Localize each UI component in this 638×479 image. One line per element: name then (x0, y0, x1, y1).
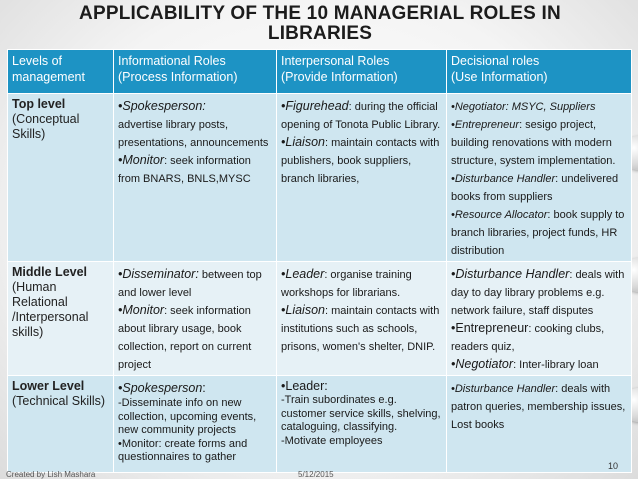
header-decisional (447, 50, 632, 94)
level-name: Lower Level (12, 379, 85, 393)
role-item (118, 301, 272, 373)
role-desc: : deals with day to day library problems e.g. network failure, staff disputes (451, 269, 625, 317)
slide-title-line-1: APPLICABILITY OF THE 10 MANAGERIAL ROLES IN (79, 3, 561, 24)
role-item (281, 265, 442, 301)
role-item (451, 169, 627, 205)
role-desc: : during the official opening of Tonota Public Library. (281, 101, 441, 131)
role-item (118, 379, 272, 397)
role-name: •Figurehead (281, 99, 349, 113)
role-desc: : book supply to branch libraries, project funds, HR distribution (451, 209, 625, 257)
role-desc: : sesigo project, building renovations with modern structure, system implementation. (451, 119, 616, 167)
role-desc: : maintain contacts with institutions such as schools, prisons, women's shelter, DNIP. (281, 305, 440, 353)
level-name: Top level (12, 97, 66, 111)
interpersonal-cell (277, 94, 447, 262)
header-line: Informational Roles (118, 54, 226, 68)
slide-title-line-2: LIBRARIES (267, 23, 373, 44)
role-item (281, 97, 442, 133)
role-name: •Leader (281, 267, 325, 281)
level-name: Middle Level (12, 265, 88, 279)
role-item (451, 319, 627, 355)
decisional-cell (447, 376, 632, 473)
table-header-row (8, 50, 632, 94)
header-line: Interpersonal Roles (281, 54, 390, 68)
interpersonal-cell (277, 376, 447, 473)
role-item (118, 97, 272, 151)
role-item (281, 301, 442, 355)
header-informational (114, 50, 277, 94)
role-desc: -Train subordinates e.g. customer service skills, shelving, cataloguing, classifying. (281, 394, 441, 433)
role-desc: between top and lower level (118, 269, 262, 299)
header-line: Levels of (12, 54, 63, 68)
role-name: •Entrepreneur (451, 321, 529, 335)
role-item (281, 133, 442, 187)
level-cell (8, 94, 114, 262)
table-row-middle-level (8, 262, 632, 376)
role-item (451, 97, 627, 115)
informational-cell (114, 94, 277, 262)
role-name: •Liaison (281, 135, 325, 149)
role-name: •Spokesperson (118, 381, 203, 395)
level-skill: (Conceptual Skills) (12, 112, 80, 141)
role-name: •Leader: (281, 379, 328, 393)
header-line: (Provide Information) (281, 70, 398, 84)
role-name: •Spokesperson: (118, 99, 206, 113)
role-name: •Monitor (118, 303, 165, 317)
role-item (118, 265, 272, 301)
decisional-cell (447, 262, 632, 376)
header-line: Decisional roles (451, 54, 540, 68)
informational-cell (114, 262, 277, 376)
role-desc: : seek information from BNARS, BNLS,MYSC (118, 155, 251, 185)
header-line: management (12, 70, 85, 84)
role-desc: advertise library posts, presentations, announcements (118, 119, 269, 149)
header-levels (8, 50, 114, 94)
role-item (451, 355, 627, 373)
role-name: •Entrepreneur (451, 119, 520, 131)
role-desc: : cooking clubs, readers quiz, (451, 323, 605, 353)
role-item (451, 205, 627, 259)
role-name: •Resource Allocator (451, 209, 548, 221)
interpersonal-cell (277, 262, 447, 376)
header-line: (Process Information) (118, 70, 238, 84)
header-interpersonal (277, 50, 447, 94)
role-desc: -Disseminate info on new collection, upcoming events, new community projects (118, 397, 257, 436)
role-name: •Negotiator: MSYC, Suppliers (451, 101, 596, 113)
informational-cell (114, 376, 277, 473)
managerial-roles-table (7, 49, 632, 473)
level-cell (8, 376, 114, 473)
role-item (451, 265, 627, 319)
role-item (451, 115, 627, 169)
footer-author: Created by Lish Mashara (6, 470, 96, 479)
table-row-top-level (8, 94, 632, 262)
page-number: 10 (608, 461, 619, 471)
role-desc: : deals with patron queries, membership issues, Lost books (451, 383, 626, 431)
slide-title (40, 4, 600, 44)
role-item (451, 379, 627, 433)
header-line: (Use Information) (451, 70, 548, 84)
role-desc: : Inter-library loan (513, 359, 599, 371)
role-name: •Disturbance Handler (451, 173, 556, 185)
role-desc: : maintain contacts with publishers, book suppliers, branch libraries, (281, 137, 440, 185)
role-name: •Disseminator: (118, 267, 199, 281)
role-name: •Liaison (281, 303, 325, 317)
role-desc: : seek information about library usage, book collection, report on current project (118, 305, 252, 371)
role-desc: -Motivate employees (281, 434, 383, 447)
role-desc: : undelivered books from suppliers (451, 173, 619, 203)
level-cell (8, 262, 114, 376)
level-skill: (Human Relational /Interpersonal skills) (12, 280, 89, 339)
role-desc: : organise training workshops for librarians. (281, 269, 412, 299)
level-skill: (Technical Skills) (12, 394, 106, 408)
role-item (118, 151, 272, 187)
role-desc: : (202, 381, 206, 395)
role-name: •Disturbance Handler (451, 267, 570, 281)
role-desc: •Monitor: create forms and questionnaires to gather (118, 437, 248, 463)
footer-date: 5/12/2015 (298, 470, 334, 479)
role-name: •Monitor (118, 153, 165, 167)
role-name: •Disturbance Handler (451, 383, 556, 395)
decisional-cell (447, 94, 632, 262)
table-row-lower-level (8, 376, 632, 473)
role-name: •Negotiator (451, 357, 514, 371)
